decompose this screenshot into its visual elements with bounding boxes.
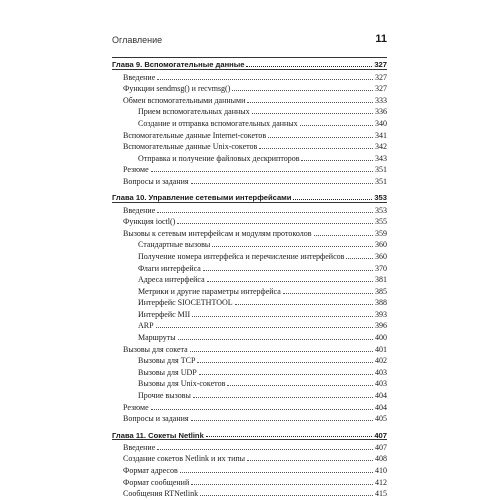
toc-chapter-row [112,57,387,70]
dot-leader [246,66,372,67]
toc-entry-page: 400 [375,333,387,343]
dot-leader [301,160,373,161]
toc-entry-page: 355 [375,217,387,227]
toc-entry-title: Формат сообщений [123,477,190,487]
toc-entry-title: Вопросы и задания [123,414,189,424]
dot-leader [191,183,373,184]
dot-leader [156,327,373,328]
toc-entry-title: Обмен вспомогательными данными [123,95,246,105]
toc-entry-title: Метрики и другие параметры интерфейса [138,286,281,296]
dot-leader [293,199,372,200]
toc-subsection-row [112,273,387,285]
toc-entry-title: Резюме [123,165,149,175]
toc-entry-title: Резюме [123,402,149,412]
toc-entry-title: Вызовы для UDP [138,367,197,377]
toc-entry-title: Интерфейс MII [138,309,191,319]
toc-entry-title: Функция ioctl() [123,217,176,227]
toc-entry-page: 407 [375,442,387,452]
toc-entry-page: 401 [375,344,387,354]
toc-section-row [112,487,387,499]
toc-entry-page: 408 [375,454,387,464]
toc-entry-page: 359 [375,228,387,238]
toc-entry-page: 333 [375,95,387,105]
toc-section-row [112,440,387,452]
toc-subsection-row [112,377,387,389]
toc-entry-title: Вопросы и задания [123,176,189,186]
toc-section-row [112,475,387,487]
running-head: Оглавление [112,35,163,45]
toc-entry-page: 343 [375,153,387,163]
toc-subsection-row [112,330,387,342]
toc-entry-page: 403 [375,379,387,389]
toc-entry-page: 360 [375,240,387,250]
dot-leader [157,449,373,450]
toc-entry-page: 385 [375,286,387,296]
toc-subsection-row [112,319,387,331]
toc-entry-title: Функции sendmsg() и recvmsg() [123,84,231,94]
toc-entry-title: Вспомогательные данные Internet-сокетов [123,130,267,140]
dot-leader [157,79,373,80]
dot-leader [206,436,373,437]
toc-entry-page: 415 [375,489,387,499]
toc-section-row [112,342,387,354]
toc-entry-page: 342 [375,142,387,152]
toc-section-row [112,140,387,152]
dot-leader [227,385,373,386]
toc-section-row [112,463,387,475]
toc-entry-title: ARP [138,321,154,331]
toc-entry-title: Глава 10. Управление сетевыми интерфейсами [112,193,292,203]
toc-entry-page: 353 [375,205,387,215]
toc-subsection-row [112,365,387,377]
toc-entry-page: 404 [375,402,387,412]
toc-entry-title: Вызовы для Unix-сокетов [138,379,226,389]
toc-entry-title: Стандартные вызовы [138,240,211,250]
dot-leader [190,351,373,352]
dot-leader [247,460,373,461]
dot-leader [200,495,373,496]
dot-leader [252,113,373,114]
toc-entry-page: 404 [375,391,387,401]
dot-leader [180,472,373,473]
dot-leader [177,223,373,224]
toc-entry-title: Флаги интерфейса [138,263,201,273]
toc-entry-title: Введение [123,442,156,452]
toc-entry-page: 336 [375,107,387,117]
toc-entry-page: 403 [375,367,387,377]
toc-entry-page: 381 [375,275,387,285]
toc-entry-title: Интерфейс SIOCETHTOOL [138,298,233,308]
toc-entry-page: 402 [375,356,387,366]
toc-entry-title: Прием вспомогательных данных [138,107,250,117]
dot-leader [157,212,373,213]
toc-entry-page: 405 [375,414,387,424]
toc-entry-title: Маршруты [138,333,176,343]
dot-leader [232,90,373,91]
toc-entry-title: Глава 11. Сокеты Netlink [112,430,204,440]
toc-entry-page: 340 [375,118,387,128]
toc-entry-page: 351 [375,176,387,186]
dot-leader [300,125,373,126]
toc-entry-page: 388 [375,298,387,308]
toc-section-row [112,203,387,215]
toc-subsection-row [112,151,387,163]
toc-chapter-row [112,190,387,203]
dot-leader [259,148,373,149]
toc-entry-page: 407 [374,430,387,440]
dot-leader [199,374,373,375]
toc-subsection-row [112,284,387,296]
toc-entry-page: 360 [375,251,387,261]
toc-chapter-row [112,427,387,440]
toc-entry-title: Сообщения RTNetlink [123,489,199,499]
toc-entry-title: Вызовы для сокета [123,344,188,354]
toc-entry-page: 341 [375,130,387,140]
toc-entry-title: Получение номера интерфейса и перечисление интерфейсов [138,251,345,261]
dot-leader [193,397,373,398]
dot-leader [151,409,373,410]
toc-entry-title: Введение [123,72,156,82]
dot-leader [212,246,373,247]
toc-section-row [112,174,387,186]
toc-subsection-row [112,388,387,400]
toc-subsection-row [112,261,387,273]
toc-entry-page: 327 [375,84,387,94]
dot-leader [235,304,373,305]
toc-section-row [112,226,387,238]
toc-subsection-row [112,307,387,319]
dot-leader [268,137,373,138]
dot-leader [247,102,373,103]
toc-entry-page: 370 [375,263,387,273]
toc-section-row [112,163,387,175]
toc-entry-title: Вызовы к сетевым интерфейсам и модулям протоколов [123,228,312,238]
dot-leader [207,281,373,282]
toc-entry-title: Введение [123,205,156,215]
toc-subsection-row [112,116,387,128]
toc-subsection-row [112,105,387,117]
dot-leader [191,484,373,485]
dot-leader [151,171,373,172]
toc-entry-title: Прочие вызовы [138,391,191,401]
toc-entry-page: 396 [375,321,387,331]
toc-section-row [112,452,387,464]
dot-leader [283,293,373,294]
toc-entry-page: 353 [374,193,387,203]
toc-entry-page: 412 [375,477,387,487]
toc-section-row [112,93,387,105]
toc-entry-title: Адреса интерфейса [138,275,205,285]
dot-leader [197,362,373,363]
toc-subsection-row [112,354,387,366]
toc-entry-title: Вспомогательные данные Unix-сокетов [123,142,258,152]
toc-entry-title: Создание и отправка вспомогательных данных [138,118,298,128]
toc-subsection-row [112,249,387,261]
toc-entry-title: Создание сокетов Netlink и их типы [123,454,246,464]
toc-entry-title: Вызовы для TCP [138,356,196,366]
toc-entry-page: 393 [375,309,387,319]
dot-leader [314,235,374,236]
dot-leader [192,316,373,317]
page-header [112,33,387,47]
dot-leader [178,339,373,340]
toc-entry-page: 351 [375,165,387,175]
toc-entry-page: 327 [374,60,387,70]
toc-section-row [112,82,387,94]
toc-section-row [112,400,387,412]
toc-section-row [112,412,387,424]
toc-entry-title: Глава 9. Вспомогательные данные [112,60,245,70]
dot-leader [346,258,373,259]
table-of-contents [112,56,387,498]
page-number: 11 [375,33,387,45]
toc-entry-title: Отправка и получение файловых дескрипторов [138,153,300,163]
toc-section-row [112,70,387,82]
toc-subsection-row [112,238,387,250]
dot-leader [203,270,373,271]
toc-subsection-row [112,296,387,308]
toc-entry-title: Формат адресов [123,466,178,475]
toc-section-row [112,128,387,140]
toc-section-row [112,215,387,227]
toc-entry-page: 410 [375,466,387,475]
toc-entry-page: 327 [375,72,387,82]
dot-leader [191,420,373,421]
